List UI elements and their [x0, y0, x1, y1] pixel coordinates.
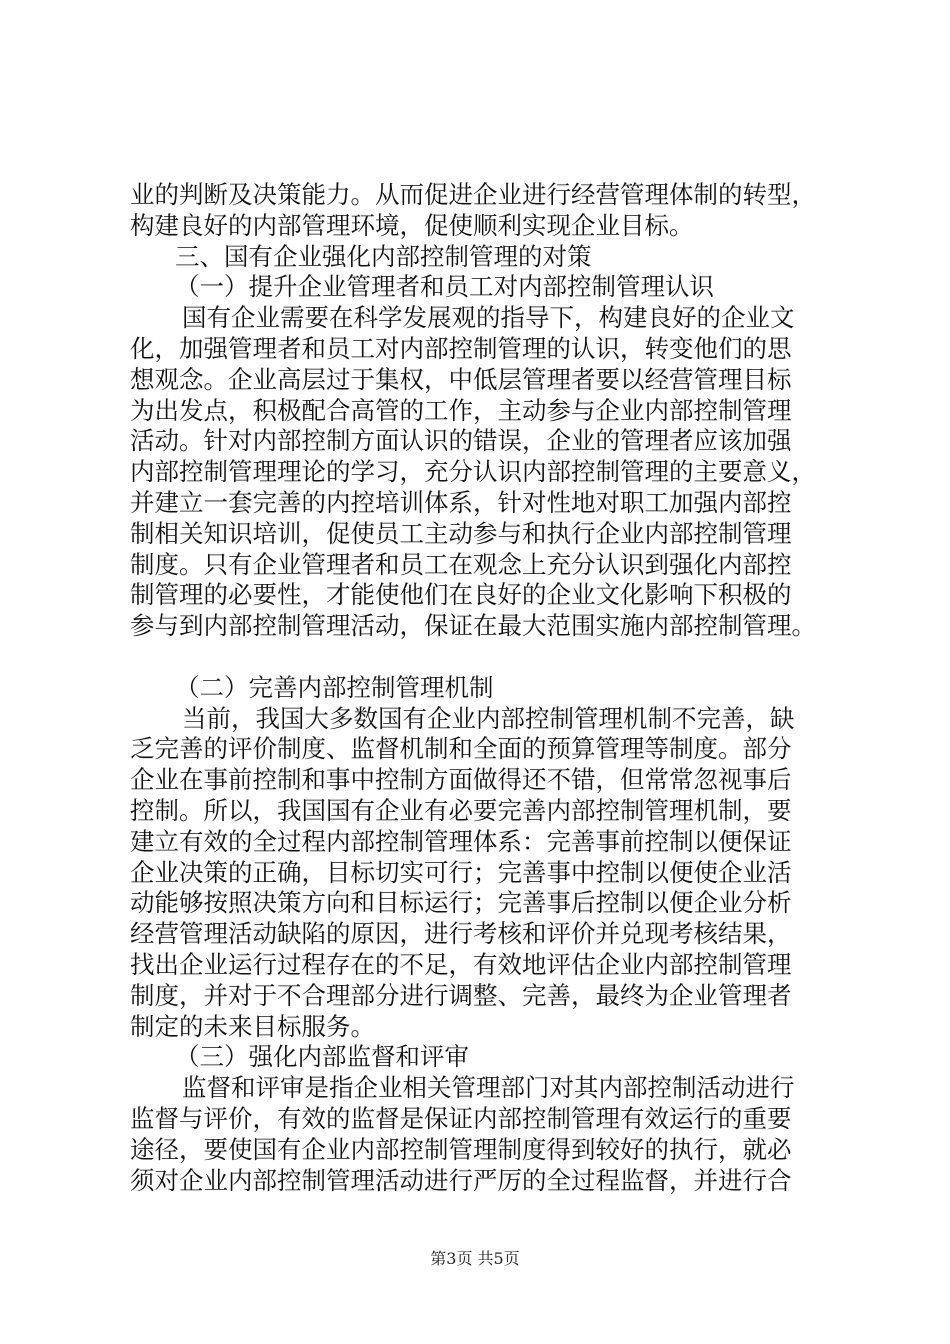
document-body [130, 180, 860, 1196]
text-line: 构建良好的内部管理环境，促使顺利实现企业目标。 [130, 210, 694, 240]
text-line: 当前，我国大多数国有企业内部控制管理机制不完善，缺 [182, 703, 795, 733]
text-line: 制度，并对于不合理部分进行调整、完善，最终为企业管理者 [130, 980, 792, 1010]
text-line: 监督与评价，有效的监督是保证内部控制管理有效运行的重要 [130, 1103, 792, 1133]
text-line: 控制。所以，我国国有企业有必要完善内部控制管理机制，要 [130, 795, 792, 825]
text-line: 为出发点，积极配合高管的工作，主动参与企业内部控制管理 [130, 395, 792, 425]
text-line: 国有企业需要在科学发展观的指导下，构建良好的企业文 [182, 303, 795, 333]
subsection-heading: （三）强化内部监督和评审 [175, 1042, 469, 1072]
text-line: 想观念。企业高层过于集权，中低层管理者要以经营管理目标 [130, 364, 792, 394]
text-line: 制相关知识培训，促使员工主动参与和执行企业内部控制管理 [130, 518, 792, 548]
text-line: 内部控制管理理论的学习，充分认识内部控制管理的主要意义， [130, 457, 816, 487]
text-line: 企业在事前控制和事中控制方面做得还不错，但常常忽视事后 [130, 765, 792, 795]
text-line: 监督和评审是指企业相关管理部门对其内部控制活动进行 [182, 1073, 795, 1103]
text-line: 动能够按照决策方向和目标运行；完善事后控制以便企业分析 [130, 888, 792, 918]
text-line: 乏完善的评价制度、监督机制和全面的预算管理等制度。部分 [130, 734, 792, 764]
text-line: 制度。只有企业管理者和员工在观念上充分认识到强化内部控 [130, 549, 792, 579]
text-line: 企业决策的正确，目标切实可行；完善事中控制以便使企业活 [130, 857, 792, 887]
text-line: 并建立一套完善的内控培训体系，针对性地对职工加强内部控 [130, 487, 792, 517]
text-line: 活动。针对内部控制方面认识的错误，企业的管理者应该加强 [130, 426, 792, 456]
text-line: 制定的未来目标服务。 [130, 1011, 375, 1041]
text-line: 途径，要使国有企业内部控制管理制度得到较好的执行，就必 [130, 1134, 792, 1164]
subsection-heading: （一）提升企业管理者和员工对内部控制管理认识 [175, 272, 714, 302]
text-line: 须对企业内部控制管理活动进行严厉的全过程监督，并进行合 [130, 1165, 792, 1195]
subsection-heading: （二）完善内部控制管理机制 [175, 672, 494, 702]
text-line: 经营管理活动缺陷的原因，进行考核和评价并兑现考核结果， [130, 919, 792, 949]
text-line: 化，加强管理者和员工对内部控制管理的认识，转变他们的思 [130, 333, 792, 363]
section-heading: 三、国有企业强化内部控制管理的对策 [175, 241, 592, 271]
text-line: 参与到内部控制管理活动，保证在最大范围实施内部控制管理。 [130, 611, 816, 641]
paragraph-gap [130, 642, 860, 673]
text-line: 建立有效的全过程内部控制管理体系：完善事前控制以便保证 [130, 826, 792, 856]
text-line: 制管理的必要性，才能使他们在良好的企业文化影响下积极的 [130, 580, 792, 610]
page-number-footer: 第3页 共5页 [430, 1249, 520, 1268]
text-line: 找出企业运行过程存在的不足，有效地评估企业内部控制管理 [130, 949, 792, 979]
text-line: 业的判断及决策能力。从而促进企业进行经营管理体制的转型， [130, 180, 816, 209]
